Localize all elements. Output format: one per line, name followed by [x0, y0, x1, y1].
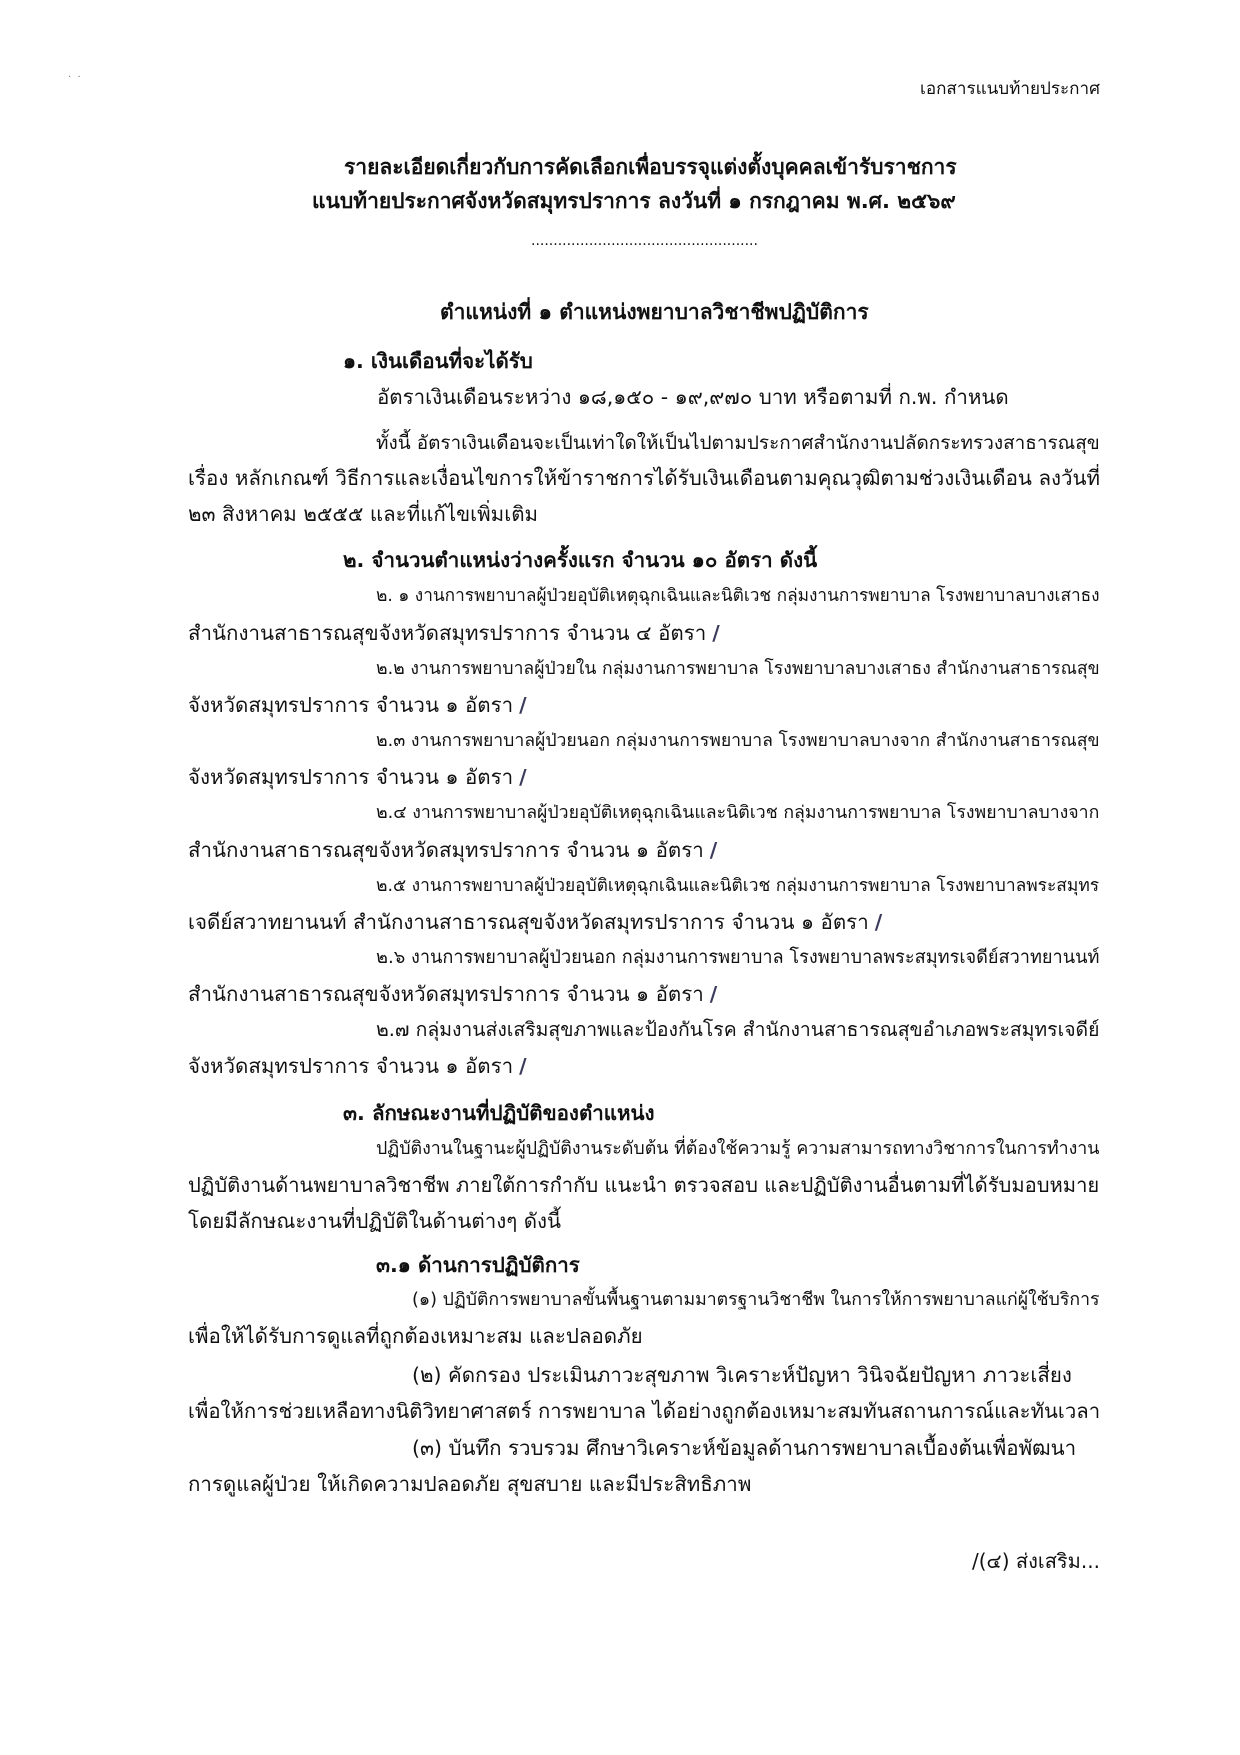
vacancy-item-1-line-2: สำนักงานสาธารณสุขจังหวัดสมุทรปราการ จำนวน ๔ อัตรา /: [188, 621, 720, 645]
scan-specks: · ·: [68, 72, 81, 83]
section3-sub-heading: ๓.๑ ด้านการปฏิบัติการ: [376, 1253, 580, 1277]
title-divider: ...................................................: [531, 233, 758, 249]
section1-heading: ๑. เงินเดือนที่จะได้รับ: [343, 349, 533, 373]
section3-heading: ๓. ลักษณะงานที่ปฏิบัติของตำแหน่ง: [343, 1101, 655, 1125]
vacancy-item-2-line-1: ๒.๒ งานการพยาบาลผู้ป่วยใน กลุ่มงานการพยาบาล โรงพยาบาลบางเสาธง สำนักงานสาธารณสุข: [376, 659, 1100, 679]
vacancy-item-7-line-1: ๒.๗ กลุ่มงานส่งเสริมสุขภาพและป้องกันโรค สำนักงานสาธารณสุขอำเภอพระสมุทรเจดีย์: [376, 1018, 1100, 1041]
title-line-1: รายละเอียดเกี่ยวกับการคัดเลือกเพื่อบรรจุแต่งตั้งบุคคลเข้ารับราชการ: [344, 155, 957, 179]
section3-intro-line-2: ปฏิบัติงานด้านพยาบาลวิชาชีพ ภายใต้การกำกับ แนะนำ ตรวจสอบ และปฏิบัติงานอื่นตามที่ได้รับมอบหมาย: [188, 1173, 1100, 1197]
check-tick-mark: /: [709, 982, 718, 1006]
section2-heading: ๒. จำนวนตำแหน่งว่างครั้งแรก จำนวน ๑๐ อัตรา ดังนี้: [343, 548, 818, 572]
vacancy-item-1-line-1: ๒. ๑ งานการพยาบาลผู้ป่วยอุบัติเหตุฉุกเฉินและนิติเวช กลุ่มงานการพยาบาล โรงพยาบาลบางเสาธง: [376, 586, 1100, 606]
vacancy-item-5-line-2: เจดีย์สวาทยานนท์ สำนักงานสาธารณสุขจังหวัดสมุทรปราการ จำนวน ๑ อัตรา /: [188, 910, 883, 934]
check-tick-mark: /: [519, 693, 527, 717]
check-tick-mark: /: [709, 838, 718, 862]
position-heading: ตำแหน่งที่ ๑ ตำแหน่งพยาบาลวิชาชีพปฏิบัติการ: [440, 300, 869, 324]
vacancy-item-5-line-1: ๒.๕ งานการพยาบาลผู้ป่วยอุบัติเหตุฉุกเฉินและนิติเวช กลุ่มงานการพยาบาล โรงพยาบาลพระสมุทร: [376, 876, 1100, 896]
duty-2-line-1: (๒) คัดกรอง ประเมินภาวะสุขภาพ วิเคราะห์ปัญหา วินิจฉัยปัญหา ภาวะเสี่ยง: [412, 1363, 1072, 1387]
vacancy-item-4-line-2: สำนักงานสาธารณสุขจังหวัดสมุทรปราการ จำนวน ๑ อัตรา /: [188, 838, 718, 862]
title-line-2: แนบท้ายประกาศจังหวัดสมุทรปราการ ลงวันที่ ๑ กรกฎาคม พ.ศ. ๒๕๖๙: [312, 189, 956, 213]
duty-1-line-1: (๑) ปฏิบัติการพยาบาลขั้นพื้นฐานตามมาตรฐานวิชาชีพ ในการให้การพยาบาลแก่ผู้ใช้บริการ: [412, 1290, 1100, 1310]
check-tick-mark: /: [519, 765, 527, 789]
duty-1-line-2: เพื่อให้ได้รับการดูแลที่ถูกต้องเหมาะสม และปลอดภัย: [188, 1324, 643, 1348]
vacancy-item-4-line-1: ๒.๔ งานการพยาบาลผู้ป่วยอุบัติเหตุฉุกเฉินและนิติเวช กลุ่มงานการพยาบาล โรงพยาบาลบางจาก: [376, 803, 1100, 823]
duty-3-line-2: การดูแลผู้ป่วย ให้เกิดความปลอดภัย สุขสบาย และมีประสิทธิภาพ: [188, 1472, 752, 1496]
section1-note-line-2: เรื่อง หลักเกณฑ์ วิธีการและเงื่อนไขการให้ข้าราชการได้รับเงินเดือนตามคุณวุฒิตามช่วงเงินเดือน ลงวันที่: [188, 466, 1101, 490]
check-tick-mark: /: [712, 621, 720, 645]
header-note: เอกสารแนบท้ายประกาศ: [920, 79, 1100, 99]
section1-salary: อัตราเงินเดือนระหว่าง ๑๘,๑๕๐ - ๑๙,๙๗๐ บาท หรือตามที่ ก.พ. กำหนด: [377, 385, 1009, 409]
vacancy-item-6-line-2: สำนักงานสาธารณสุขจังหวัดสมุทรปราการ จำนวน ๑ อัตรา /: [188, 982, 718, 1006]
vacancy-item-3-line-2: จังหวัดสมุทรปราการ จำนวน ๑ อัตรา /: [188, 765, 527, 789]
check-tick-mark: /: [874, 910, 883, 934]
check-tick-mark: /: [519, 1054, 527, 1078]
vacancy-item-2-line-2: จังหวัดสมุทรปราการ จำนวน ๑ อัตรา /: [188, 693, 527, 717]
vacancy-item-3-line-1: ๒.๓ งานการพยาบาลผู้ป่วยนอก กลุ่มงานการพยาบาล โรงพยาบาลบางจาก สำนักงานสาธารณสุข: [376, 731, 1100, 751]
duty-3-line-1: (๓) บันทึก รวบรวม ศึกษาวิเคราะห์ข้อมูลด้านการพยาบาลเบื้องต้นเพื่อพัฒนา: [412, 1436, 1077, 1460]
section1-note-line-1: ทั้งนี้ อัตราเงินเดือนจะเป็นเท่าใดให้เป็นไปตามประกาศสำนักงานปลัดกระทรวงสาธารณสุข: [376, 432, 1100, 454]
section3-intro-line-3: โดยมีลักษณะงานที่ปฏิบัติในด้านต่างๆ ดังนี้: [188, 1209, 562, 1233]
duty-2-line-2: เพื่อให้การช่วยเหลือทางนิติวิทยาศาสตร์ การพยาบาล ได้อย่างถูกต้องเหมาะสมทันสถานการณ์และทันเวลา: [188, 1399, 1101, 1423]
footer-continuation: /(๔) ส่งเสริม...: [972, 1549, 1100, 1573]
vacancy-item-7-line-2: จังหวัดสมุทรปราการ จำนวน ๑ อัตรา /: [188, 1054, 527, 1078]
vacancy-item-6-line-1: ๒.๖ งานการพยาบาลผู้ป่วยนอก กลุ่มงานการพยาบาล โรงพยาบาลพระสมุทรเจดีย์สวาทยานนท์: [376, 947, 1100, 968]
section3-intro-line-1: ปฏิบัติงานในฐานะผู้ปฏิบัติงานระดับต้น ที่ต้องใช้ความรู้ ความสามารถทางวิชาการในการทำงาน: [376, 1138, 1100, 1159]
section1-note-line-3: ๒๓ สิงหาคม ๒๕๕๕ และที่แก้ไขเพิ่มเติม: [188, 502, 539, 526]
